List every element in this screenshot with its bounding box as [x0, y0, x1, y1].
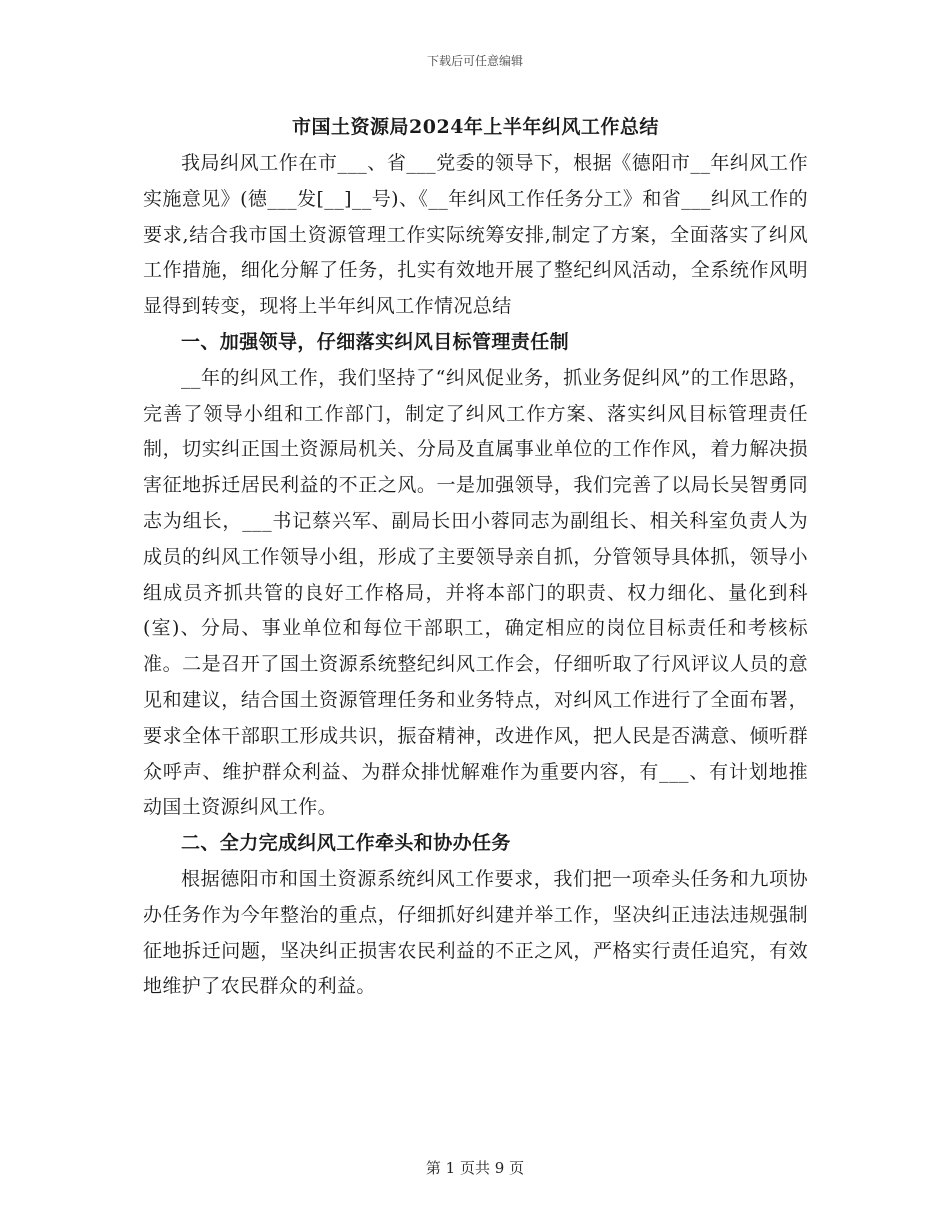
intro-paragraph: 我局纠风工作在市___、省___党委的领导下，根据《德阳市__年纠风工作实施意见》(德___发[__]__号)、《__年纠风工作任务分工》和省___纠风工作的要求,结合我市国土资源管理工作实际统筹安排,制定了方案，全面落实了纠风工作措施，细化分解了任务，扎实有效地开展了整纪纠风活动，全系统作风明显得到转变，现将上半年纠风工作情况总结: [143, 152, 808, 318]
section-heading-1: 一、加强领导，仔细落实纠风目标管理责任制: [181, 330, 570, 353]
section-body-1: __年的纠风工作，我们坚持了“纠风促业务，抓业务促纠风”的工作思路，完善了领导小组和工作部门，制定了纠风工作方案、落实纠风目标管理责任制，切实纠正国土资源局机关、分局及直属事业单位的工作作风，着力解决损害征地拆迁居民利益的不正之风。一是加强领导，我们完善了以局长吴智勇同志为组长，___书记蔡兴军、副局长田小蓉同志为副组长、相关科室负责人为成员的纠风工作领导小组，形成了主要领导亲自抓，分管领导具体抓，领导小组成员齐抓共管的良好工作格局，并将本部门的职责、权力细化、量化到科(室)、分局、事业单位和每位干部职工，确定相应的岗位目标责任和考核标准。二是召开了国土资源系统整纪纠风工作会，仔细听取了行风评议人员的意见和建议，结合国土资源管理任务和业务特点，对纠风工作进行了全面布署，要求全体干部职工形成共识，振奋精神，改进作风，把人民是否满意、倾听群众呼声、维护群众利益、为群众排忧解难作为重要内容，有___、有计划地推动国土资源纠风工作。: [143, 366, 808, 819]
document-body: [143, 112, 808, 1005]
section-heading-2: 二、全力完成纠风工作牵头和协办任务: [181, 832, 511, 855]
page-number: 第 1 页共 9 页: [425, 1159, 525, 1177]
document-title: 市国土资源局2024年上半年纠风工作总结: [292, 116, 659, 138]
section-body-2: 根据德阳市和国土资源系统纠风工作要求，我们把一项牵头任务和九项协办任务作为今年整治的重点，仔细抓好纠建并举工作，坚决纠正违法违规强制征地拆迁问题，坚决纠正损害农民利益的不正之风，严格实行责任追究，有效地维护了农民群众的利益。: [143, 867, 808, 998]
header-note: 下载后可任意编辑: [426, 54, 523, 68]
